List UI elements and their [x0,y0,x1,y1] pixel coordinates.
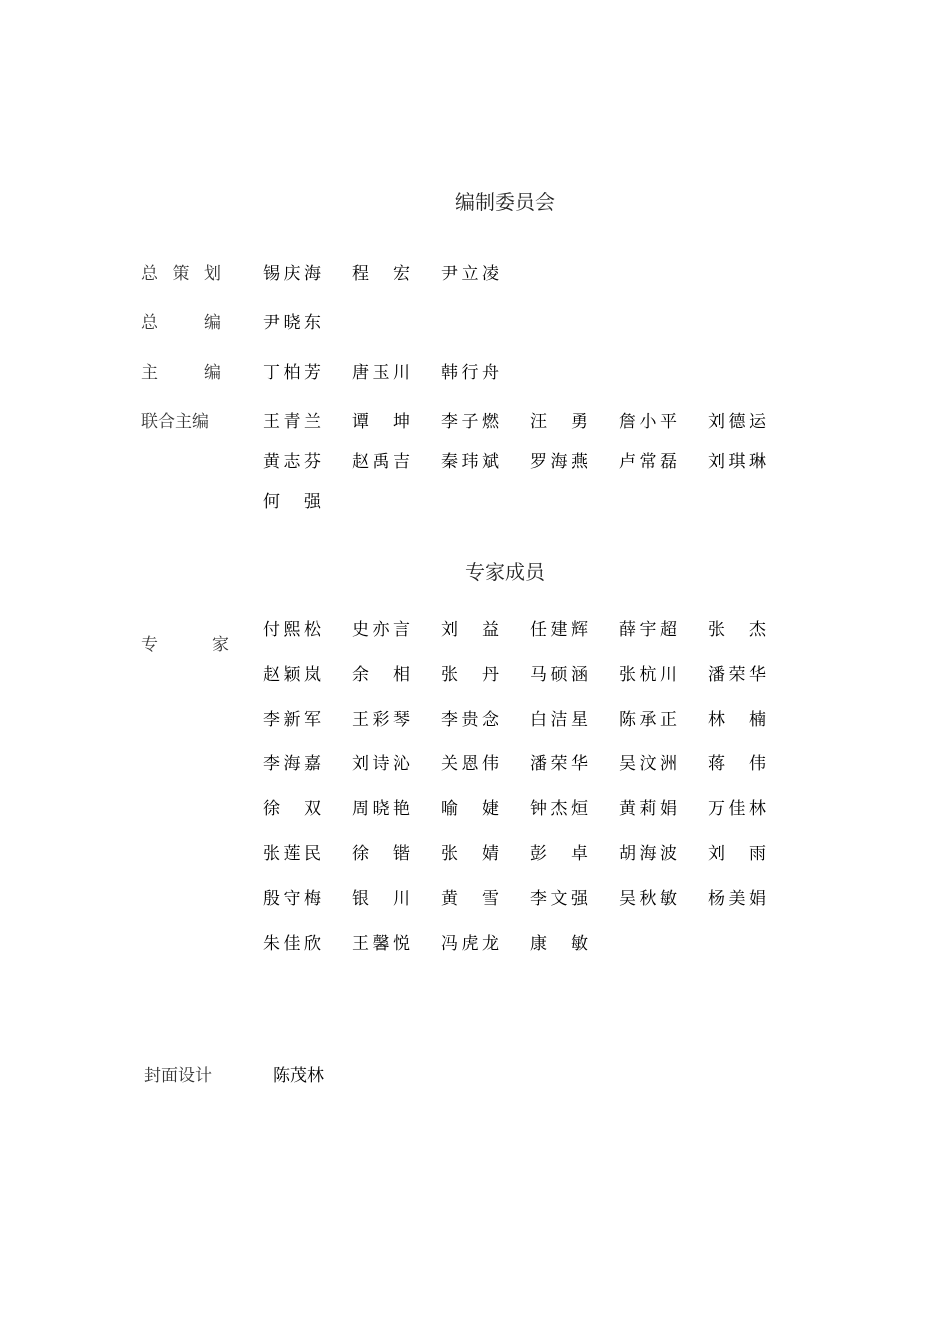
member-name: 赵 禹 吉 [352,452,410,472]
expert-name: 张 杭 川 [619,664,677,685]
expert-name: 黄 雪 [441,888,499,909]
expert-name: 殷 守 梅 [263,888,321,909]
expert-name: 冯 虎 龙 [441,933,499,954]
expert-name: 潘 荣 华 [530,754,588,775]
member-name: 秦 玮 斌 [441,452,499,472]
expert-name: 徐 双 [263,799,321,820]
member-name: 卢 常 磊 [619,452,677,472]
experts-title: 专家成员 [465,560,545,584]
expert-name: 徐 锴 [352,844,410,864]
role-label: 总 策 划 [141,264,221,284]
expert-name: 刘 雨 [708,844,766,864]
member-name: 唐 玉 川 [352,363,410,383]
member-name: 詹 小 平 [619,412,677,432]
expert-name: 彭 卓 [530,844,588,864]
committee-title: 编制委员会 [455,190,555,214]
member-name: 王 青 兰 [263,412,321,432]
member-name: 刘 琪 琳 [708,452,766,472]
expert-name: 张 莲 民 [263,844,321,864]
expert-name: 康 敏 [530,933,588,954]
expert-name: 薛 宇 超 [619,620,677,640]
expert-name: 李 文 强 [530,888,588,909]
expert-name: 任 建 辉 [530,620,588,640]
experts-label: 专 家 [141,635,229,655]
expert-name: 周 晓 艳 [352,799,410,820]
expert-name: 潘 荣 华 [708,664,766,685]
expert-name: 钟 杰 烜 [530,799,588,820]
member-name: 丁 柏 芳 [263,363,321,383]
member-name: 尹 立 凌 [441,264,499,284]
cover-design-label: 封面设计 [144,1066,212,1086]
member-name: 刘 德 运 [708,412,766,432]
expert-name: 张 杰 [708,620,766,640]
expert-name: 喻 婕 [441,799,499,820]
expert-name: 朱 佳 欣 [263,933,321,954]
expert-name: 陈 承 正 [619,709,677,730]
member-name: 李 子 燃 [441,412,499,432]
expert-name: 胡 海 波 [619,844,677,864]
member-name: 汪 勇 [530,412,588,432]
member-name: 程 宏 [352,264,410,284]
expert-name: 李 新 军 [263,709,321,730]
expert-name: 刘 益 [441,620,499,640]
member-name: 韩 行 舟 [441,363,499,383]
expert-name: 吴 秋 敏 [619,888,677,909]
expert-name: 吴 汶 洲 [619,754,677,775]
member-name: 谭 坤 [352,412,410,432]
member-name: 锡 庆 海 [263,264,321,284]
cover-designer-name: 陈茂林 [273,1066,324,1086]
expert-name: 王 馨 悦 [352,933,410,954]
member-name: 黄 志 芬 [263,452,321,472]
expert-name: 关 恩 伟 [441,754,499,775]
expert-name: 王 彩 琴 [352,709,410,730]
expert-name: 余 相 [352,664,410,685]
expert-name: 李 海 嘉 [263,754,321,775]
expert-name: 赵 颖 岚 [263,664,321,685]
member-name: 罗 海 燕 [530,452,588,472]
expert-name: 张 婧 [441,844,499,864]
expert-name: 万 佳 林 [708,799,766,820]
expert-name: 张 丹 [441,664,499,685]
expert-name: 马 硕 涵 [530,664,588,685]
expert-name: 史 亦 言 [352,620,410,640]
role-label: 总 编 [141,313,221,333]
expert-name: 刘 诗 沁 [352,754,410,775]
expert-name: 蒋 伟 [708,754,766,775]
role-label: 主 编 [141,363,221,383]
expert-name: 付 熙 松 [263,620,321,640]
expert-name: 白 洁 星 [530,709,588,730]
expert-name: 银 川 [352,888,410,909]
expert-name: 李 贵 念 [441,709,499,730]
expert-name: 杨 美 娟 [708,888,766,909]
member-name: 何 强 [263,492,321,512]
expert-name: 黄 莉 娟 [619,799,677,820]
expert-name: 林 楠 [708,709,766,730]
member-name: 尹 晓 东 [263,313,321,333]
role-label: 联 合 主 编 [141,412,209,432]
